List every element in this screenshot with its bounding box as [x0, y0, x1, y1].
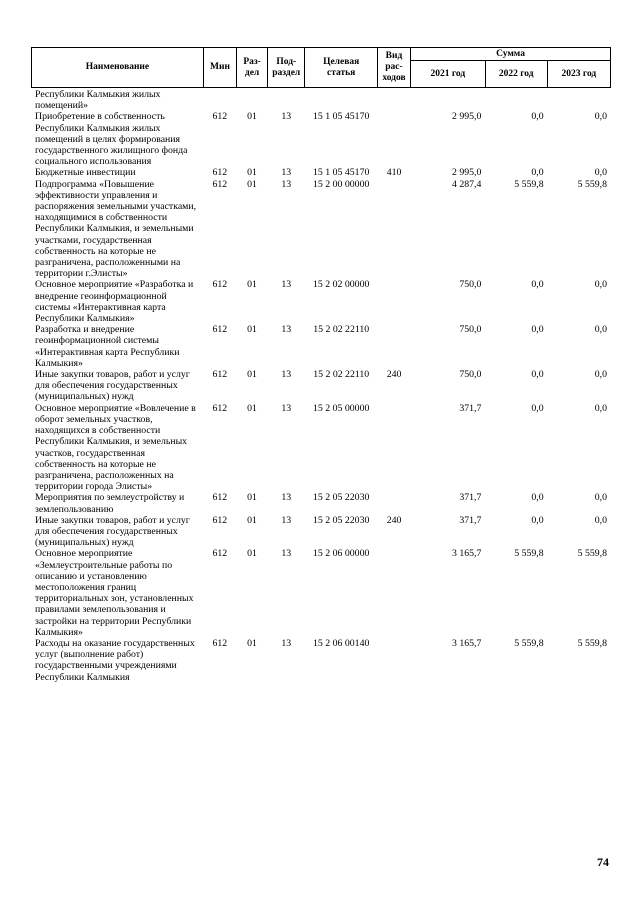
row-sum-2022: 0,0	[531, 369, 544, 381]
row-razdel: 01	[247, 369, 257, 381]
row-podrazdel: 13	[281, 637, 292, 649]
table-row	[31, 492, 611, 514]
row-sum-2023: 0,0	[594, 279, 607, 291]
row-min: 612	[212, 402, 228, 414]
row-min: 612	[212, 637, 228, 649]
row-target: 15 2 05 00000	[313, 402, 370, 414]
row-sum-2023: 5 559,8	[577, 548, 607, 560]
row-sum-2021: 371,7	[459, 492, 482, 504]
row-target: 15 1 05 45170	[313, 111, 370, 123]
row-sum-2022	[485, 89, 547, 111]
row-podrazdel: 13	[281, 167, 292, 179]
row-target	[305, 89, 378, 111]
row-podrazdel: 13	[281, 324, 292, 336]
row-sum-2023: 0,0	[594, 402, 607, 414]
row-sum-2021: 750,0	[459, 279, 482, 291]
header-razdel: Раз- дел	[237, 48, 268, 88]
row-sum-2022: 0,0	[531, 279, 544, 291]
row-razdel: 01	[247, 548, 257, 560]
row-vid	[378, 638, 411, 683]
table-row	[31, 638, 611, 683]
row-min: 612	[212, 279, 228, 291]
row-sum-2022: 0,0	[531, 492, 544, 504]
row-sum-2022: 5 559,8	[514, 548, 544, 560]
row-target: 15 2 05 22030	[313, 492, 370, 504]
row-sum-2021: 750,0	[459, 324, 482, 336]
row-razdel: 01	[247, 279, 257, 291]
row-name: Основное мероприятие «Разработка и внедрение геоинформационной системы «Интерактивная карта Республики Калмыкия»	[35, 279, 194, 325]
row-sum-2022: 0,0	[531, 514, 544, 526]
row-razdel: 01	[247, 402, 257, 414]
row-vid	[378, 403, 411, 493]
row-sum-2022: 5 559,8	[514, 178, 544, 190]
row-name: Основное мероприятие «Землеустроительные работы по описанию и установлению местоположения границ территориальных зон, установленных правилами землепользования и застройки на территории Республики Калмыкия»	[35, 548, 194, 638]
row-sum-2021: 4 287,4	[452, 178, 482, 190]
row-name: Расходы на оказание государственных услуг (выполнение работ) государственными учреждениями Республики Калмыкия	[35, 637, 195, 683]
budget-table	[31, 89, 611, 683]
row-target: 15 2 00 00000	[313, 178, 370, 190]
row-razdel: 01	[247, 324, 257, 336]
row-sum-2022: 5 559,8	[514, 637, 544, 649]
table-row	[31, 111, 611, 167]
row-sum-2021: 371,7	[459, 402, 482, 414]
header-min: Мин	[203, 48, 236, 88]
header-target: Целевая статья	[305, 48, 378, 88]
row-vid	[378, 492, 411, 514]
row-podrazdel: 13	[281, 548, 292, 560]
row-name: Разработка и внедрение геоинформационной системы «Интерактивная карта Республики Калмыкия»	[35, 324, 180, 369]
row-sum-2023: 0,0	[594, 514, 607, 526]
row-min: 612	[212, 324, 228, 336]
row-sum-2023	[548, 89, 611, 111]
table-row	[31, 279, 611, 324]
row-vid	[378, 89, 411, 111]
row-sum-2023: 0,0	[594, 111, 607, 123]
row-min: 612	[212, 167, 228, 179]
row-min: 612	[212, 514, 228, 526]
row-min: 612	[212, 178, 228, 190]
row-sum-2021: 3 165,7	[452, 548, 482, 560]
row-name: Республики Калмыкия жилых помещений»	[35, 89, 161, 112]
row-podrazdel: 13	[281, 369, 292, 381]
header-podrazdel: Под- раздел	[268, 48, 305, 88]
row-razdel: 01	[247, 178, 257, 190]
row-sum-2021: 2 995,0	[452, 111, 482, 123]
table-row	[31, 167, 611, 178]
header-2023: 2023 год	[547, 61, 610, 88]
row-podrazdel	[268, 89, 305, 111]
row-sum-2021: 3 165,7	[452, 637, 482, 649]
row-target: 15 2 05 22030	[313, 514, 370, 526]
row-podrazdel: 13	[281, 402, 292, 414]
row-name: Мероприятия по землеустройству и землепользованию	[35, 492, 185, 515]
table-row	[31, 548, 611, 638]
table-row	[31, 515, 611, 549]
row-vid	[378, 111, 411, 167]
row-vid	[378, 279, 411, 324]
row-min: 612	[212, 369, 228, 381]
row-sum-2021	[411, 89, 486, 111]
row-razdel: 01	[247, 167, 257, 179]
row-target: 15 2 02 22110	[313, 369, 370, 381]
row-sum-2022: 0,0	[531, 324, 544, 336]
row-min: 612	[212, 111, 228, 123]
row-target: 15 1 05 45170	[313, 167, 370, 179]
row-podrazdel: 13	[281, 492, 292, 504]
page-number: 74	[597, 855, 609, 869]
row-vid	[378, 324, 411, 369]
row-name: Подпрограмма «Повышение эффективности управления и распоряжения земельными участками, находящимися в собственности Республики Калмыкия, и земельными участками, государственная собственность на которые не разграничена, расположенными на территории г.Элисты»	[35, 178, 197, 280]
row-podrazdel: 13	[281, 111, 292, 123]
row-sum-2022: 0,0	[531, 167, 544, 179]
row-min	[203, 89, 236, 111]
table-row	[31, 89, 611, 111]
row-target: 15 2 06 00140	[313, 637, 370, 649]
row-sum-2023: 5 559,8	[577, 637, 607, 649]
row-vid	[378, 548, 411, 638]
row-name: Основное мероприятие «Вовлечение в оборот земельных участков, находящихся в собственности Республики Калмыкия, и земельных участков, государственная собственность на которые не разграничена, расположенных на территории города Элисты»	[35, 402, 196, 493]
header-summa: Сумма	[411, 48, 611, 61]
header-name: Наименование	[32, 48, 204, 88]
row-name: Иные закупки товаров, работ и услуг для обеспечения государственных (муниципальных) нужд	[35, 514, 190, 549]
row-min: 612	[212, 548, 228, 560]
table-row	[31, 369, 611, 403]
row-podrazdel: 13	[281, 514, 292, 526]
row-sum-2022: 0,0	[531, 111, 544, 123]
row-sum-2022: 0,0	[531, 402, 544, 414]
row-sum-2021: 750,0	[459, 369, 482, 381]
row-target: 15 2 02 00000	[313, 279, 370, 291]
row-name: Иные закупки товаров, работ и услуг для обеспечения государственных (муниципальных) нужд	[35, 369, 190, 403]
row-sum-2023: 0,0	[594, 369, 607, 381]
row-sum-2023: 5 559,8	[577, 178, 607, 190]
table-header	[31, 47, 611, 88]
header-2021: 2021 год	[411, 61, 486, 88]
row-sum-2023: 0,0	[594, 492, 607, 504]
row-sum-2023: 0,0	[594, 324, 607, 336]
row-razdel: 01	[247, 637, 257, 649]
row-name: Бюджетные инвестиции	[35, 167, 136, 179]
row-target: 15 2 02 22110	[313, 324, 370, 336]
row-name: Приобретение в собственность Республики Калмыкия жилых помещений в целях формирования государственного жилищного фонда социального использования	[35, 111, 188, 168]
row-sum-2023: 0,0	[594, 167, 607, 179]
row-vid: 240	[386, 514, 402, 526]
row-razdel: 01	[247, 492, 257, 504]
row-vid	[378, 179, 411, 280]
table-row	[31, 403, 611, 493]
row-podrazdel: 13	[281, 279, 292, 291]
row-vid: 410	[386, 167, 402, 179]
table-row	[31, 324, 611, 369]
row-sum-2021: 2 995,0	[452, 167, 482, 179]
row-razdel: 01	[247, 111, 257, 123]
row-vid: 240	[386, 369, 402, 381]
row-sum-2021: 371,7	[459, 514, 482, 526]
row-min: 612	[212, 492, 228, 504]
row-target: 15 2 06 00000	[313, 548, 370, 560]
table-row	[31, 179, 611, 280]
row-razdel	[236, 89, 267, 111]
row-razdel: 01	[247, 514, 257, 526]
header-vid: Вид рас- ходов	[377, 48, 410, 88]
header-2022: 2022 год	[485, 61, 547, 88]
row-podrazdel: 13	[281, 178, 292, 190]
